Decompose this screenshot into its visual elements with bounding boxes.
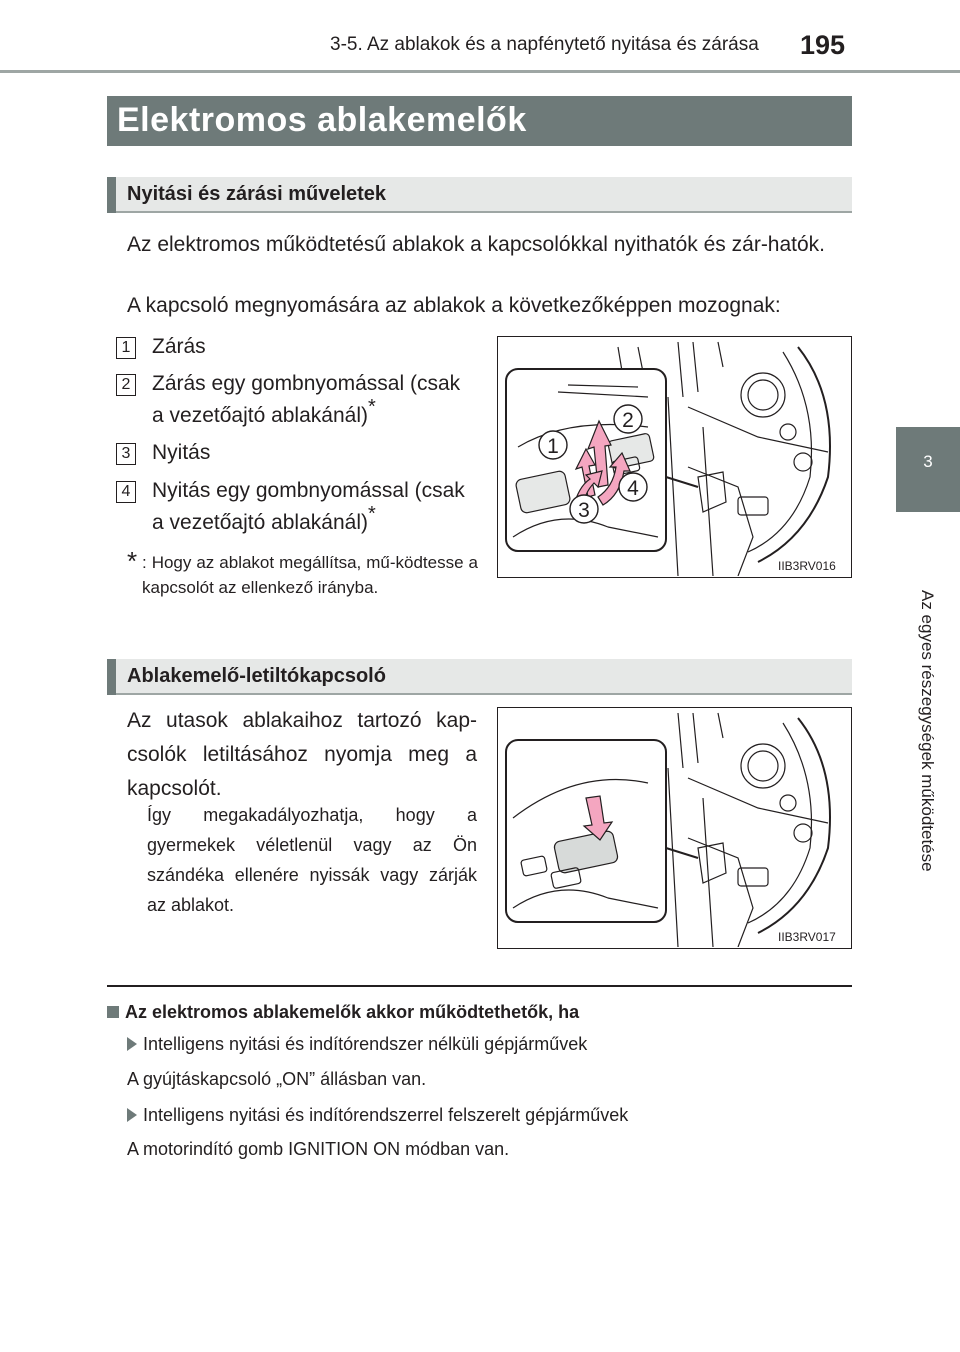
callout-3: 3: [578, 499, 590, 522]
item-text-4b: a vezetőajtó ablakánál)*: [152, 503, 376, 534]
item-text-3: Nyitás: [152, 441, 211, 464]
condition-line-4: A motorindító gomb IGNITION ON módban van.: [127, 1139, 510, 1159]
square-bullet-icon: [107, 1006, 119, 1018]
item-text-2b: a vezetőajtó ablakánál)*: [152, 396, 376, 427]
item-text-4: Nyitás egy gombnyomással (csak: [152, 479, 465, 502]
triangle-bullet-icon: [127, 1037, 137, 1051]
conditions-title: Az elektromos ablakemelők akkor működtethetők, ha: [107, 1002, 579, 1023]
lock-switch-illustration: [498, 708, 850, 947]
section-separator: [107, 985, 852, 987]
item-number-1: 1: [116, 337, 136, 359]
figure-code-2: IIB3RV017: [778, 930, 836, 944]
lock-switch-note: Így megakadályozhatja, hogy a gyermekek véletlenül vagy az Ön szándéka ellenére nyissák vagy zárják az ablakot.: [147, 805, 477, 915]
page-title: Elektromos ablakemelők: [107, 96, 852, 146]
header-rule: [0, 70, 960, 73]
callout-2: 2: [622, 409, 634, 432]
section-heading-lock-switch: [107, 659, 852, 695]
figure-code-1: IIB3RV016: [778, 559, 836, 573]
item-text-2: Zárás egy gombnyomással (csak: [152, 372, 461, 395]
callout-1: 1: [547, 435, 559, 458]
lock-switch-figure: [497, 707, 852, 949]
item-number-4: 4: [116, 481, 136, 503]
footnote-text: : Hogy az ablakot megállítsa, mű-ködtesse a kapcsolót az ellenkező irányba.: [142, 553, 478, 597]
section-heading-text: Ablakemelő-letiltókapcsoló: [127, 665, 386, 687]
running-header: 3-5. Az ablakok és a napfénytető nyitása és zárása: [330, 34, 759, 55]
chapter-title: Az egyes részegységek működtetése: [918, 590, 937, 872]
heading-bar: [107, 177, 116, 213]
intro-paragraph: Az elektromos működtetésű ablakok a kapcsolókkal nyithatók és zár-hatók.: [127, 233, 826, 256]
intro-paragraph-2: A kapcsoló megnyomására az ablakok a következőképpen mozognak:: [127, 294, 781, 317]
window-switch-figure: [497, 336, 852, 578]
footnote-asterisk: *: [127, 546, 138, 576]
callout-4: 4: [627, 477, 639, 500]
condition-line-1: Intelligens nyitási és indítórendszer nélküli gépjárművek: [127, 1034, 587, 1055]
section-heading-text: Nyitási és zárási műveletek: [127, 183, 387, 205]
window-switch-illustration: [498, 337, 850, 576]
condition-line-3: Intelligens nyitási és indítórendszerrel felszerelt gépjárművek: [127, 1105, 628, 1126]
chapter-number: 3: [923, 452, 933, 471]
item-text-1: Zárás: [152, 335, 206, 358]
item-number-2: 2: [116, 374, 136, 396]
condition-line-2: A gyújtáskapcsoló „ON” állásban van.: [127, 1069, 427, 1089]
lock-switch-paragraph: Az utasok ablakaihoz tartozó kap-csolók letiltásához nyomja meg a kapcsolót.: [127, 709, 477, 800]
page-number: 195: [800, 30, 846, 60]
heading-bar: [107, 659, 116, 695]
triangle-bullet-icon: [127, 1108, 137, 1122]
section-heading-operations: [107, 177, 852, 213]
item-number-3: 3: [116, 443, 136, 465]
